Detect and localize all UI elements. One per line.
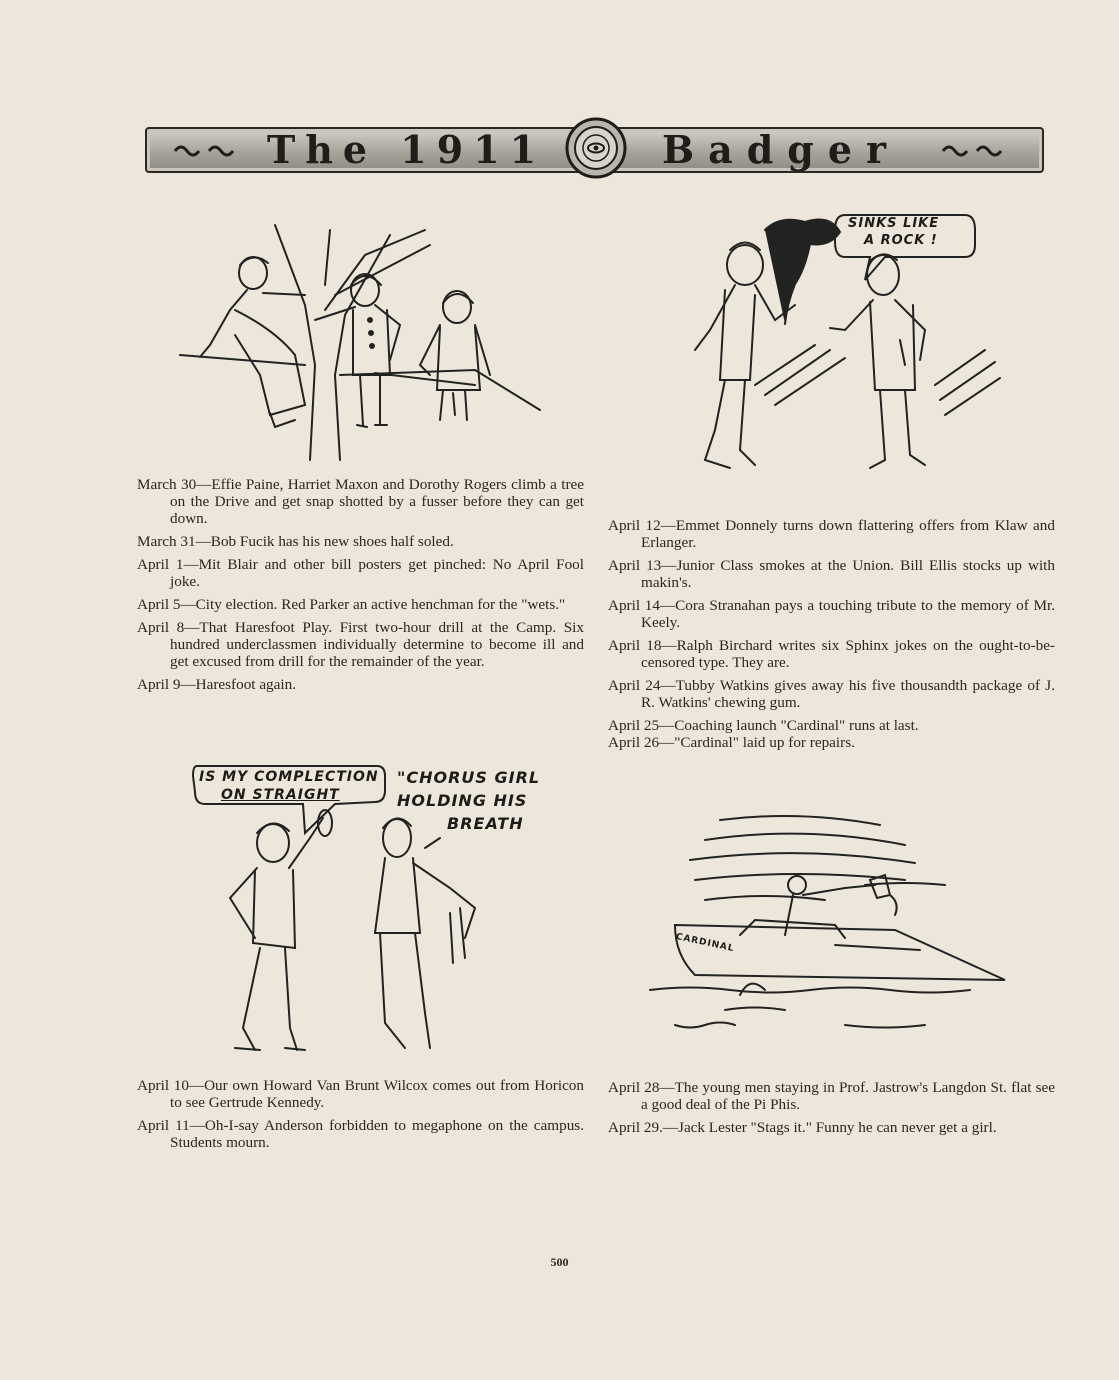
university-seal-icon: [565, 117, 627, 179]
girls-in-tree-illustration: [175, 215, 550, 465]
swirl-ornament-icon: [937, 137, 1012, 163]
caption-line: HOLDING HIS: [397, 791, 528, 810]
diary-entry: March 31—Bob Fucik has his new shoes half soled.: [137, 533, 454, 550]
left-top-text-column: [137, 476, 584, 699]
diary-entry: April 28—The young men staying in Prof. Jastrow's Langdon St. flat see a good deal of the Pi Phis.: [608, 1079, 1055, 1113]
diary-entry: April 12—Emmet Donnely turns down flattering offers from Klaw and Erlanger.: [608, 517, 1055, 551]
diary-entry: April 29.—Jack Lester "Stags it." Funny he can never get a girl.: [608, 1119, 997, 1136]
diary-entry: April 5—City election. Red Parker an active henchman for the "wets.": [137, 596, 566, 613]
bubble-line: SINKS LIKE: [848, 216, 940, 231]
bubble-line: A ROCK !: [864, 233, 938, 248]
diary-entry: April 13—Junior Class smokes at the Union. Bill Ellis stocks up with makin's.: [608, 557, 1055, 591]
diary-entry: April 24—Tubby Watkins gives away his five thousandth package of J. R. Watkins' chewing gum.: [608, 677, 1055, 711]
right-bottom-text-column: [608, 1079, 1055, 1142]
caption-line: "CHORUS GIRL: [397, 768, 541, 787]
diary-entry: April 11—Oh-I-say Anderson forbidden to megaphone on the campus. Students mourn.: [137, 1117, 584, 1151]
chorus-girl-caption: [397, 766, 540, 835]
sinks-like-rock-bubble-text: [848, 215, 939, 249]
chorus-girl-illustration: [185, 758, 545, 1058]
diary-entry: April 8—That Haresfoot Play. First two-hour drill at the Camp. Six hundred underclassmen individually determine to become ill and get excused from drill for the remainder of the year.: [137, 619, 584, 670]
header-banner: [145, 127, 1044, 173]
diary-entry: April 26—"Cardinal" laid up for repairs.: [608, 734, 855, 751]
diary-entry: April 14—Cora Stranahan pays a touching tribute to the memory of Mr. Keely.: [608, 597, 1055, 631]
diary-entry: March 30—Effie Paine, Harriet Maxon and Dorothy Rogers climb a tree on the Drive and get snap shotted by a fusser before they can get down.: [137, 476, 584, 527]
diary-entry: April 1—Mit Blair and other bill posters get pinched: No April Fool joke.: [137, 556, 584, 590]
cardinal-launch-illustration: [645, 810, 1015, 1040]
bubble-line: ON STRAIGHT: [221, 787, 340, 803]
diary-entry: April 18—Ralph Birchard writes six Sphinx jokes on the ought-to-be-censored type. They are.: [608, 637, 1055, 671]
banner-title-right: Badger: [662, 127, 901, 172]
swirl-ornament-icon: [169, 137, 244, 163]
men-smoking-illustration: [655, 210, 1005, 480]
caption-line: BREATH: [447, 814, 524, 833]
complection-bubble-text: [199, 768, 379, 804]
bubble-line: IS MY COMPLECTION: [199, 769, 379, 785]
banner-title-left: The 1911: [267, 127, 547, 172]
right-top-text-column: [608, 517, 1055, 757]
left-bottom-text-column: [137, 1077, 584, 1157]
diary-entry: April 9—Haresfoot again.: [137, 676, 297, 693]
diary-entry: April 25—Coaching launch "Cardinal" runs at last.: [608, 717, 919, 734]
diary-entry: April 10—Our own Howard Van Brunt Wilcox comes out from Horicon to see Gertrude Kennedy.: [137, 1077, 584, 1111]
boat-name-label: CARDINAL: [674, 932, 736, 955]
page-number: 500: [550, 1255, 569, 1269]
